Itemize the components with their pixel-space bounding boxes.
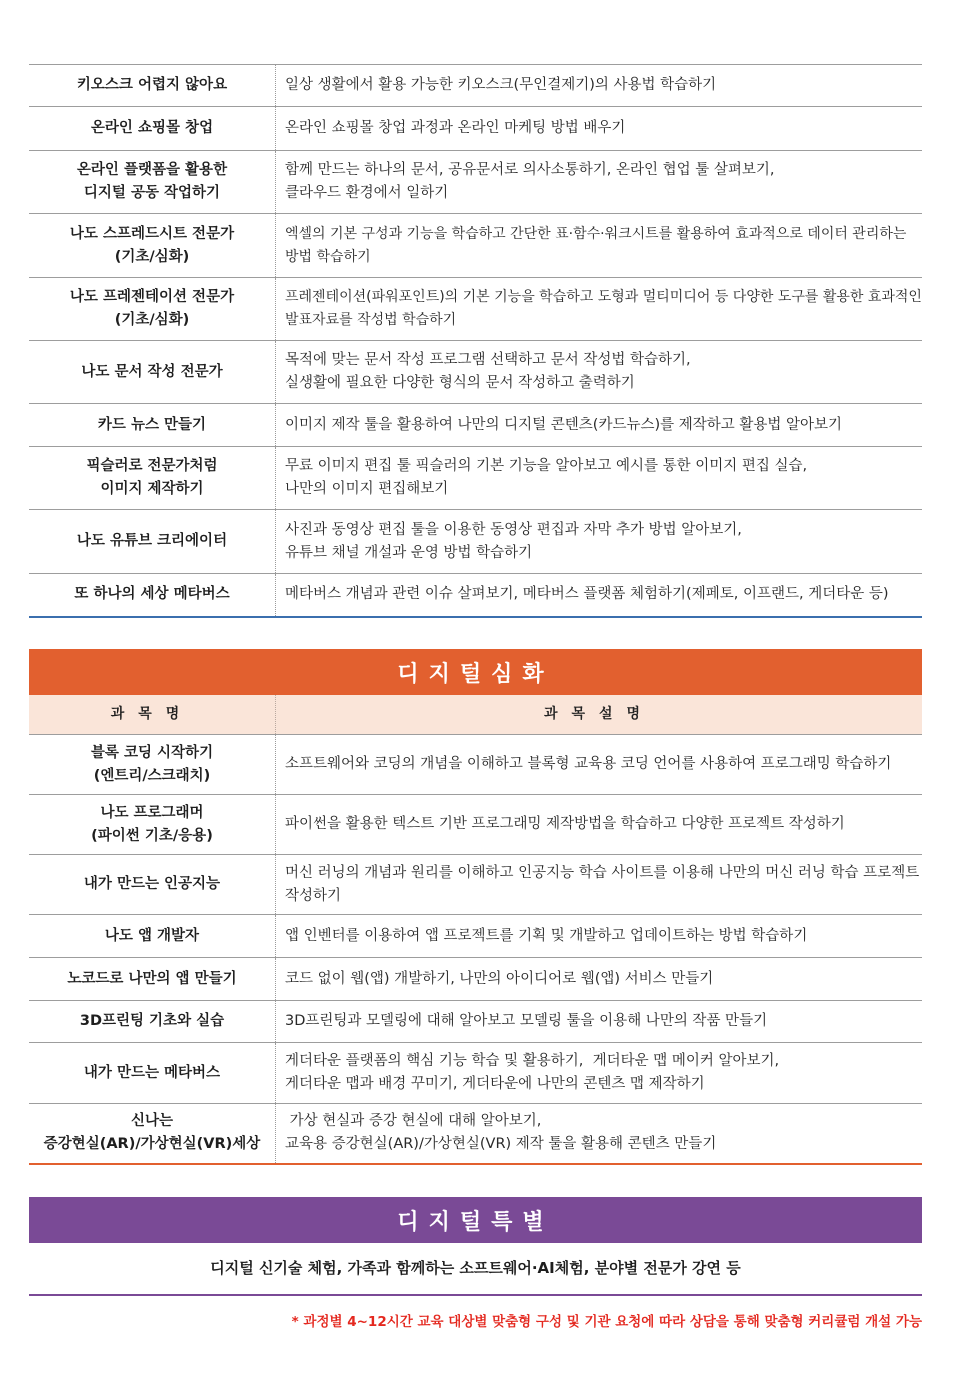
course-row [29, 151, 922, 214]
header-course-description: 과목설명 [276, 695, 923, 735]
course-description [276, 1043, 923, 1104]
course-name-line: 나도 프로그래머 (파이썬 기초/응용) [91, 804, 213, 844]
course-name [29, 151, 276, 214]
footnote [29, 1310, 922, 1330]
course-row [29, 65, 922, 107]
course-description-text: 함께 만드는 하나의 문서, 공유문서로 의사소통하기, 온라인 협업 툴 살펴보기, 클라우드 환경에서 일하기 [285, 162, 775, 201]
course-description: 소프트웨어와 코딩의 개념을 이해하고 블록형 교육용 코딩 언어를 사용하여 프로그래밍 학습하기 [276, 735, 923, 795]
header-course-name: 과목명 [29, 695, 276, 735]
course-name-line: 픽슬러로 전문가처럼 이미지 제작하기 [86, 458, 218, 497]
course-description [276, 1104, 923, 1164]
course-description-text: 목적에 맞는 문서 작성 프로그램 선택하고 문서 작성법 학습하기, 실생활에 필요한 다양한 형식의 문서 작성하고 출력하기 [285, 352, 691, 391]
advanced-section-title: 디지털심화 [397, 661, 554, 687]
course-row [29, 214, 922, 278]
course-name [29, 735, 276, 795]
course-description [276, 214, 923, 278]
course-name: 나도 유튜브 크리에이터 [29, 510, 276, 574]
course-name: 내가 만드는 인공지능 [29, 855, 276, 915]
course-description-text: 머신 러닝의 개념과 원리를 이해하고 인공지능 학습 사이트를 이용해 나만의 머신 러닝 학습 프로젝트 작성하기 [285, 864, 920, 904]
course-description: 코드 없이 웹(앱) 개발하기, 나만의 아이디어로 웹(앱) 서비스 만들기 [276, 958, 923, 1001]
course-description: 일상 생활에서 활용 가능한 키오스크(무인결제기)의 사용법 학습하기 [276, 65, 923, 107]
course-description [276, 447, 923, 510]
course-description: 앱 인벤터를 이용하여 앱 프로젝트를 기획 및 개발하고 업데이트하는 방법 학습하기 [276, 915, 923, 958]
advanced-course-table [29, 695, 922, 1165]
course-description [276, 510, 923, 574]
course-row [29, 915, 922, 958]
course-row [29, 447, 922, 510]
basic-course-table [29, 64, 922, 618]
course-name-line: 온라인 플랫폼을 활용한 디지털 공동 작업하기 [76, 162, 228, 201]
course-row [29, 1043, 922, 1104]
course-row [29, 958, 922, 1001]
course-name: 또 하나의 세상 메타버스 [29, 574, 276, 617]
course-row [29, 735, 922, 795]
course-name: 키오스크 어렵지 않아요 [29, 65, 276, 107]
course-row [29, 574, 922, 617]
course-description-text: 무료 이미지 편집 툴 픽슬러의 기본 기능을 알아보고 예시를 통한 이미지 편집 실습, 나만의 이미지 편집해보기 [285, 458, 808, 497]
special-section-title: 디지털특별 [397, 1209, 554, 1235]
course-name-line: 신나는 증강현실(AR)/가상현실(VR)세상 [43, 1113, 261, 1153]
course-name: 3D프린팅 기초와 실습 [29, 1001, 276, 1043]
table-header-row [29, 695, 922, 735]
course-name [29, 795, 276, 855]
course-description: 온라인 쇼핑몰 창업 과정과 온라인 마케팅 방법 배우기 [276, 107, 923, 151]
course-name: 온라인 쇼핑몰 창업 [29, 107, 276, 151]
course-name-line: 나도 프레젠테이션 전문가 (기초/심화) [69, 289, 235, 328]
course-description-text: 게더타운 플랫폼의 핵심 기능 학습 및 활용하기, 게더타운 맵 메이커 알아보기, 게더타운 맵과 배경 꾸미기, 게더타운에 나만의 콘텐츠 맵 제작하기 [285, 1053, 780, 1092]
course-row [29, 107, 922, 151]
course-description-text: 프레젠테이션(파워포인트)의 기본 기능을 학습하고 도형과 멀티미디어 등 다양한 도구를 활용한 효과적인 발표자료를 작성법 학습하기 [285, 289, 922, 328]
course-description-text: 사진과 동영상 편집 툴을 이용한 동영상 편집과 자막 추가 방법 알아보기, 유튜브 채널 개설과 운영 방법 학습하기 [285, 521, 742, 561]
special-section-banner [29, 1197, 922, 1243]
course-name [29, 447, 276, 510]
course-description [276, 341, 923, 404]
course-row [29, 855, 922, 915]
course-name: 노코드로 나만의 앱 만들기 [29, 958, 276, 1001]
course-row [29, 795, 922, 855]
course-name: 카드 뉴스 만들기 [29, 404, 276, 447]
course-name [29, 278, 276, 341]
course-row [29, 404, 922, 447]
special-section-text: 디지털 신기술 체험, 가족과 함께하는 소프트웨어·AI체험, 분야별 전문가 강연 등 [210, 1259, 741, 1277]
course-name: 나도 앱 개발자 [29, 915, 276, 958]
footnote-text: * 과정별 4~12시간 교육 대상별 맞춤형 구성 및 기관 요청에 따라 상담을 통해 맞춤형 커리큘럼 개설 가능 [291, 1314, 922, 1330]
course-name-line: 블록 코딩 시작하기 (엔트리/스크래치) [90, 744, 214, 784]
course-row [29, 278, 922, 341]
advanced-section-banner [29, 649, 922, 695]
course-name: 내가 만드는 메타버스 [29, 1043, 276, 1104]
course-description [276, 151, 923, 214]
course-name: 나도 문서 작성 전문가 [29, 341, 276, 404]
course-description: 파이썬을 활용한 텍스트 기반 프로그래밍 제작방법을 학습하고 다양한 프로젝트 작성하기 [276, 795, 923, 855]
course-row [29, 510, 922, 574]
course-name-line: 나도 스프레드시트 전문가 (기초/심화) [69, 225, 235, 265]
course-name [29, 214, 276, 278]
course-name [29, 1104, 276, 1164]
course-description [276, 278, 923, 341]
course-description: 메타버스 개념과 관련 이슈 살펴보기, 메타버스 플랫폼 체험하기(제페토, 이프랜드, 게더타운 등) [276, 574, 923, 617]
course-row [29, 1104, 922, 1164]
special-section-description [29, 1243, 922, 1296]
course-description-text: 가상 현실과 증강 현실에 대해 알아보기, 교육용 증강현실(AR)/가상현실(VR) 제작 툴을 활용해 콘텐츠 만들기 [285, 1113, 717, 1153]
course-description [276, 855, 923, 915]
course-row [29, 1001, 922, 1043]
course-description: 이미지 제작 툴을 활용하여 나만의 디지털 콘텐츠(카드뉴스)를 제작하고 활용법 알아보기 [276, 404, 923, 447]
course-row [29, 341, 922, 404]
course-description: 3D프린팅과 모델링에 대해 알아보고 모델링 툴을 이용해 나만의 작품 만들기 [276, 1001, 923, 1043]
course-description-text: 엑셀의 기본 구성과 기능을 학습하고 간단한 표·함수·워크시트를 활용하여 효과적으로 데이터 관리하는 방법 학습하기 [285, 225, 907, 265]
